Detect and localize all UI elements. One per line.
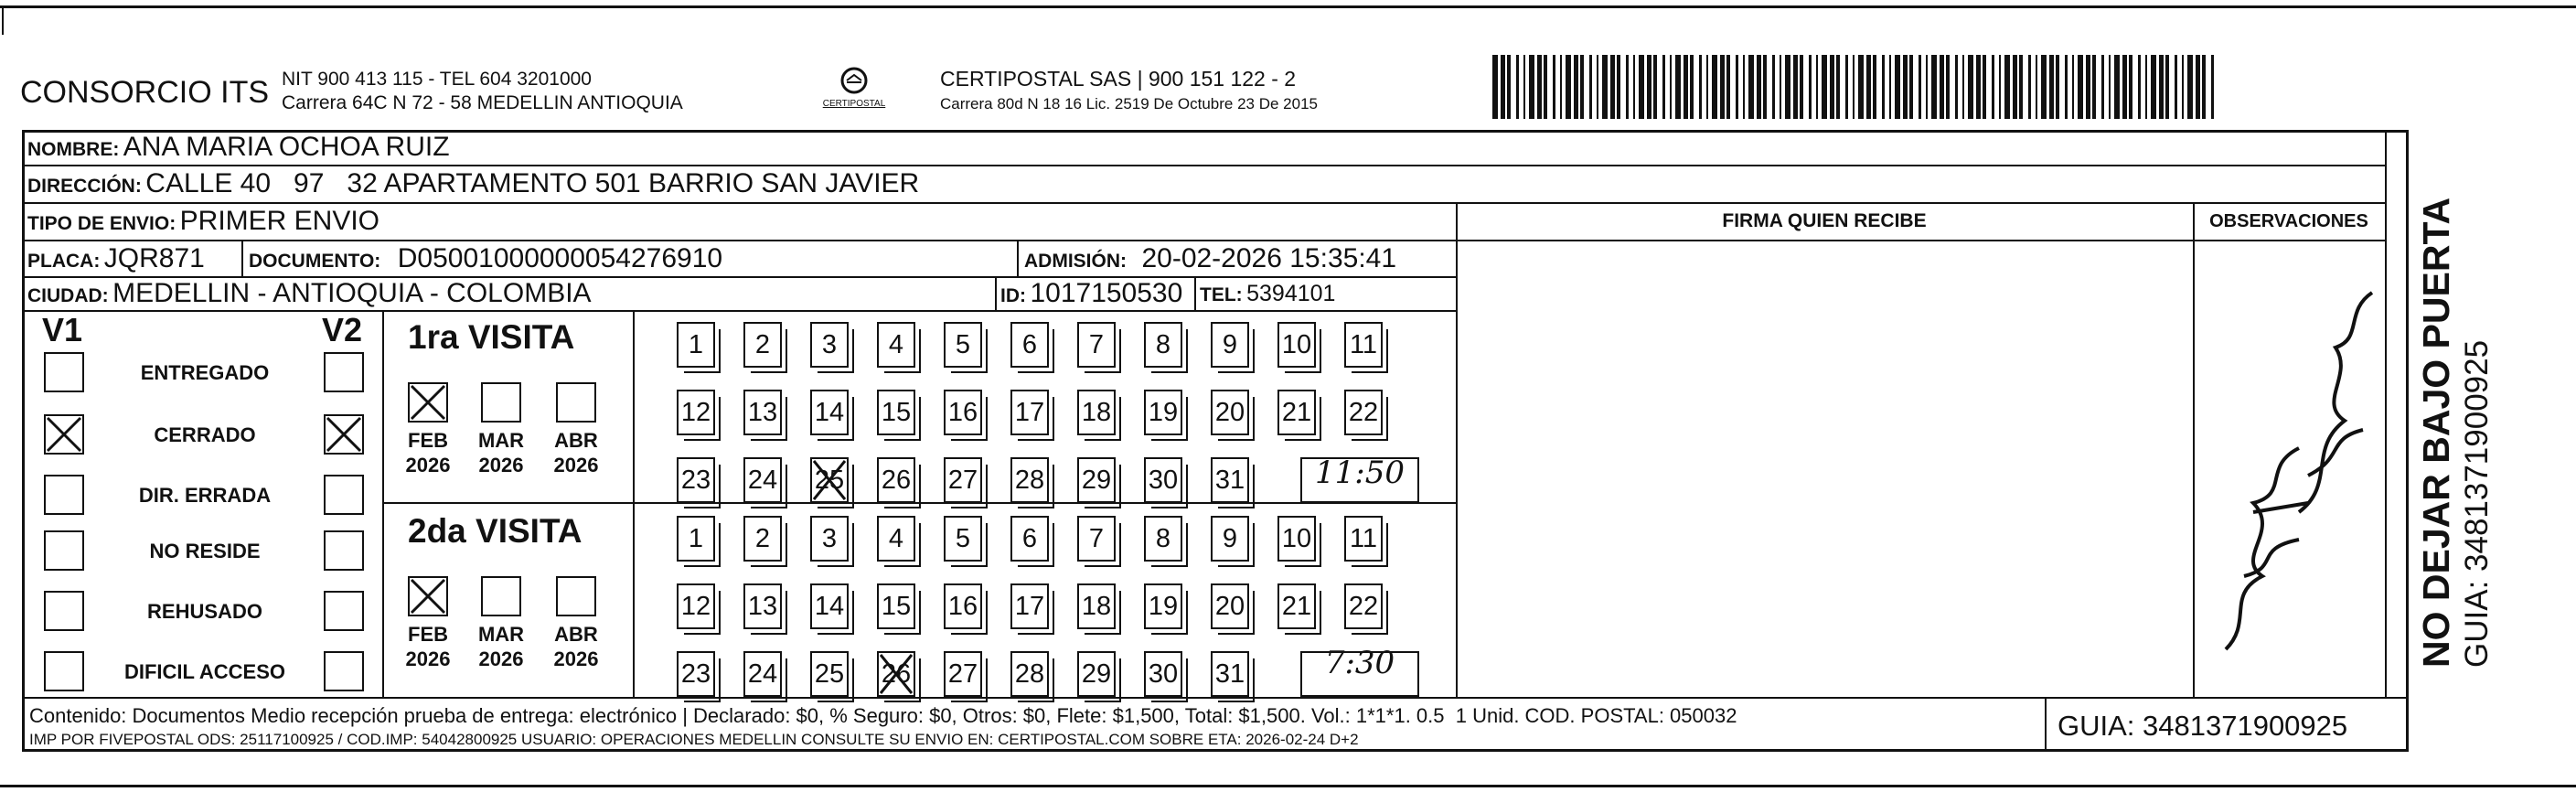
- barcode-bar: [2202, 55, 2206, 119]
- day-box[interactable]: 7: [1077, 516, 1116, 562]
- line: [2045, 697, 2047, 752]
- day-box[interactable]: 30: [1144, 457, 1182, 503]
- barcode-bar: [1516, 55, 1519, 119]
- barcode-bar: [2049, 55, 2054, 119]
- barcode-bar: [2165, 55, 2169, 119]
- day-box[interactable]: 8: [1144, 322, 1182, 368]
- barcode-bar: [1662, 55, 1665, 119]
- day-box[interactable]: 6: [1010, 322, 1049, 368]
- barcode-bar: [1830, 55, 1834, 119]
- barcode-bar: [1501, 55, 1505, 119]
- barcode-bar: [1675, 55, 1681, 119]
- day-box[interactable]: 19: [1144, 583, 1182, 629]
- barcode-bar: [1712, 55, 1717, 119]
- day-box[interactable]: 15: [877, 583, 915, 629]
- line: [1194, 276, 1196, 310]
- month-year: 2026: [405, 454, 451, 476]
- barcode-bar: [1560, 55, 1562, 119]
- barcode-bar: [2151, 55, 2156, 119]
- barcode-bar: [2145, 55, 2147, 119]
- barcode-bar: [1940, 55, 1944, 119]
- barcode-bar: [1529, 55, 1534, 119]
- barcode-bar: [1736, 55, 1738, 119]
- barcode-bar: [1793, 55, 1798, 119]
- reason-label: DIR. ERRADA: [138, 484, 272, 507]
- barcode-bar: [1845, 55, 1848, 119]
- admission-label: ADMISIÓN:: [1024, 251, 1127, 272]
- barcode-bar: [2092, 55, 2096, 119]
- line: [1017, 240, 1019, 276]
- month-label: [547, 622, 605, 671]
- day-box[interactable]: 19: [1144, 390, 1182, 435]
- barcode-bar: [1809, 55, 1812, 119]
- footer-guia: GUIA: 3481371900925: [2058, 710, 2348, 742]
- barcode-bar: [1882, 55, 1885, 119]
- day-box[interactable]: 14: [810, 390, 849, 435]
- barcode-bar: [1926, 55, 1928, 119]
- barcode-bar: [1748, 55, 1754, 119]
- day-cross-mark: [810, 457, 849, 503]
- side-guia: GUIA: 3481371900925: [2459, 339, 2495, 668]
- day-box[interactable]: 9: [1211, 322, 1249, 368]
- month-year: 2026: [553, 454, 599, 476]
- day-box[interactable]: 28: [1010, 651, 1049, 697]
- sign-header: FIRMA QUIEN RECIBE: [1722, 210, 1927, 231]
- city-row: [27, 277, 592, 310]
- visit1-hour: 11:50: [1315, 455, 1405, 491]
- day-box[interactable]: 21: [1277, 390, 1316, 435]
- day-box[interactable]: 4: [877, 322, 915, 368]
- barcode-bar: [2175, 55, 2177, 119]
- day-box[interactable]: 10: [1277, 322, 1316, 368]
- day-box[interactable]: 11: [1344, 322, 1383, 368]
- carrier-line-1: CERTIPOSTAL SAS | 900 151 122 - 2: [940, 67, 1297, 91]
- day-box[interactable]: 17: [1010, 390, 1049, 435]
- day-box[interactable]: 26: [877, 651, 915, 697]
- day-box[interactable]: 16: [944, 583, 982, 629]
- tel-label: TEL:: [1200, 284, 1243, 305]
- day-box[interactable]: 11: [1344, 516, 1383, 562]
- day-box[interactable]: 16: [944, 390, 982, 435]
- day-box[interactable]: 20: [1211, 583, 1249, 629]
- line: [2385, 130, 2387, 697]
- barcode-bar: [1999, 55, 2001, 119]
- side-no-dejar: NO DEJAR BAJO PUERTA: [2415, 197, 2457, 668]
- day-box[interactable]: 2: [743, 322, 782, 368]
- reason-label: REHUSADO: [147, 600, 262, 623]
- address-value: CALLE 40 97 32 APARTAMENTO 501 BARRIO SAN JAVIER: [145, 168, 920, 198]
- barcode-bar: [2004, 55, 2010, 119]
- day-box[interactable]: 15: [877, 390, 915, 435]
- company-line-1: NIT 900 413 115 - TEL 604 3201000: [282, 69, 592, 90]
- barcode-bar: [1743, 55, 1745, 119]
- barcode-bar: [2187, 55, 2193, 119]
- day-box[interactable]: 29: [1077, 651, 1116, 697]
- company-line-2: Carrera 64C N 72 - 58 MEDELLIN ANTIOQUIA: [282, 92, 683, 113]
- carrier-line-2: Carrera 80d N 18 16 Lic. 2519 De Octubre 23 De 2015: [940, 95, 1318, 112]
- reason-label: CERRADO: [154, 423, 256, 446]
- bottom-rule: [0, 785, 2576, 787]
- v2-label: V2: [322, 311, 363, 348]
- barcode-bar: [2159, 55, 2164, 119]
- barcode-bar: [1610, 55, 1615, 119]
- address-row: [27, 166, 919, 202]
- type-label: TIPO DE ENVIO:: [27, 213, 176, 234]
- barcode-bar: [2056, 55, 2059, 119]
- month-label: [399, 622, 457, 671]
- document-label: DOCUMENTO:: [249, 251, 381, 272]
- line: [22, 697, 2409, 699]
- document-row: [249, 241, 722, 276]
- day-box[interactable]: 2: [743, 516, 782, 562]
- barcode-bar: [1955, 55, 1958, 119]
- barcode-bar: [2086, 55, 2090, 119]
- footer-line-1: Contenido: Documentos Medio recepción prueba de entrega: electrónico | Declarado: $0, % Seguro: $0, Otros: $0, Flete: $1,500, Total: $1,500. Vol.: 1*1*1. 0.5 1 Unid. COD. POSTAL: 050032: [29, 704, 1737, 727]
- city-value: MEDELLIN - ANTIOQUIA - COLOMBIA: [112, 278, 592, 308]
- barcode-bar: [2138, 55, 2141, 119]
- day-box[interactable]: 31: [1211, 651, 1249, 697]
- observations-header: OBSERVACIONES: [2209, 211, 2368, 231]
- v1-label: V1: [42, 311, 83, 348]
- day-box[interactable]: 23: [677, 651, 715, 697]
- plate-value: JQR871: [103, 243, 205, 273]
- day-box[interactable]: 17: [1010, 583, 1049, 629]
- day-box[interactable]: 27: [944, 457, 982, 503]
- day-box[interactable]: 25: [810, 457, 849, 503]
- day-cross-mark: [877, 651, 915, 697]
- reason-label: ENTREGADO: [140, 361, 270, 384]
- barcode-bar: [2013, 55, 2017, 119]
- barcode-bar: [2211, 55, 2214, 119]
- barcode-bar: [1507, 55, 1511, 119]
- barcode-bar: [1866, 55, 1871, 119]
- day-box[interactable]: 5: [944, 516, 982, 562]
- barcode-bar: [2078, 55, 2083, 119]
- barcode-bar: [1602, 55, 1608, 119]
- barcode-bar: [1816, 55, 1818, 119]
- side-text-block: [2414, 155, 2560, 668]
- document-value: D05001000000054276910: [397, 243, 723, 273]
- barcode-bar: [1780, 55, 1781, 119]
- barcode-bar: [1492, 55, 1498, 119]
- reason-label: DIFICIL ACCESO: [123, 660, 285, 683]
- visit1-title: 1ra VISITA: [408, 318, 575, 356]
- day-box[interactable]: 3: [810, 516, 849, 562]
- month-name: ABR: [554, 429, 598, 452]
- barcode-bar: [1720, 55, 1725, 119]
- visit2-hour: 7:30: [1324, 645, 1395, 681]
- month-label: [472, 622, 530, 671]
- month-label: [399, 428, 457, 477]
- barcode-bar: [1858, 55, 1864, 119]
- barcode-bar: [1919, 55, 1921, 119]
- barcode-bar: [2041, 55, 2047, 119]
- admission-value: 20-02-2026 15:35:41: [1141, 243, 1397, 273]
- day-box[interactable]: 4: [877, 516, 915, 562]
- month-label: [547, 428, 605, 477]
- day-box[interactable]: 26: [877, 457, 915, 503]
- day-box[interactable]: 9: [1211, 516, 1249, 562]
- day-box[interactable]: 24: [743, 651, 782, 697]
- left-tick: [2, 7, 4, 35]
- month-name: MAR: [477, 623, 525, 646]
- day-box[interactable]: 29: [1077, 457, 1116, 503]
- day-box[interactable]: 18: [1077, 583, 1116, 629]
- day-box[interactable]: 1: [677, 322, 715, 368]
- barcode-bar: [1873, 55, 1876, 119]
- day-box[interactable]: 6: [1010, 516, 1049, 562]
- barcode-bar: [1580, 55, 1584, 119]
- reason-label: NO RESIDE: [149, 540, 261, 562]
- barcode-bar: [1639, 55, 1644, 119]
- barcode-bar: [2182, 55, 2184, 119]
- id-row: [1000, 277, 1182, 310]
- day-box[interactable]: 12: [677, 583, 715, 629]
- line: [1456, 240, 2385, 241]
- barcode-bar: [1589, 55, 1592, 119]
- day-box[interactable]: 25: [810, 651, 849, 697]
- month-checkbox[interactable]: [556, 382, 596, 423]
- day-box[interactable]: 14: [810, 583, 849, 629]
- barcode-bar: [1626, 55, 1629, 119]
- day-box[interactable]: 10: [1277, 516, 1316, 562]
- month-checkbox[interactable]: [556, 576, 596, 616]
- barcode-bar: [1706, 55, 1708, 119]
- line: [995, 276, 997, 310]
- barcode-bar: [1726, 55, 1730, 119]
- day-box[interactable]: 1: [677, 516, 715, 562]
- barcode-bar: [1597, 55, 1598, 119]
- barcode-bar: [1903, 55, 1908, 119]
- barcode-bar: [2028, 55, 2031, 119]
- admission-row: [1024, 241, 1396, 276]
- name-label: NOMBRE:: [27, 139, 120, 160]
- footer-line-2: IMP POR FIVEPOSTAL ODS: 25117100925 / COD.IMP: 54042800925 USUARIO: OPERACIONES MEDELLIN CONSULTE SU ENVIO EN: CERTIPOSTAL.COM SOBRE ETA: 2026-02-24 D+2: [29, 731, 1359, 748]
- barcode-bar: [1800, 55, 1803, 119]
- month-label: [472, 428, 530, 477]
- barcode-bar: [1553, 55, 1555, 119]
- month-name: FEB: [408, 429, 448, 452]
- barcode-bar: [1617, 55, 1620, 119]
- barcode-bar: [1757, 55, 1761, 119]
- day-box[interactable]: 23: [677, 457, 715, 503]
- barcode-bar: [1699, 55, 1702, 119]
- certipostal-logo: [812, 64, 896, 115]
- barcode-bar: [2196, 55, 2200, 119]
- day-box[interactable]: 5: [944, 322, 982, 368]
- barcode-bar: [1670, 55, 1672, 119]
- address-label: DIRECCIÓN:: [27, 176, 142, 197]
- logo-text: CERTIPOSTAL: [822, 99, 886, 109]
- month-year: 2026: [478, 454, 524, 476]
- month-name: ABR: [554, 623, 598, 646]
- barcode-bar: [1962, 55, 1964, 119]
- type-row: [27, 203, 379, 240]
- barcode-bar: [1983, 55, 1986, 119]
- day-box[interactable]: 20: [1211, 390, 1249, 435]
- barcode-bar: [1574, 55, 1578, 119]
- day-box[interactable]: 24: [743, 457, 782, 503]
- month-checkbox[interactable]: [408, 576, 448, 616]
- plate-row: [27, 241, 205, 276]
- company-name: CONSORCIO ITS: [20, 75, 270, 110]
- line: [241, 240, 243, 276]
- barcode-bar: [2072, 55, 2074, 119]
- day-box[interactable]: 7: [1077, 322, 1116, 368]
- barcode-bar: [1931, 55, 1937, 119]
- barcode-bar: [1772, 55, 1775, 119]
- month-checkbox[interactable]: [481, 576, 521, 616]
- barcode-bar: [1853, 55, 1855, 119]
- barcode-bar: [1895, 55, 1900, 119]
- day-box[interactable]: 22: [1344, 583, 1383, 629]
- type-value: PRIMER ENVIO: [179, 206, 380, 236]
- line: [2193, 202, 2195, 697]
- barcode-bar: [2114, 55, 2120, 119]
- barcode-bar: [2101, 55, 2104, 119]
- barcode-bar: [2129, 55, 2132, 119]
- barcode-bar: [1647, 55, 1651, 119]
- barcode-bar: [1633, 55, 1635, 119]
- month-year: 2026: [478, 648, 524, 670]
- day-box[interactable]: 8: [1144, 516, 1182, 562]
- month-name: MAR: [477, 429, 525, 452]
- barcode-bar: [1992, 55, 1994, 119]
- day-box[interactable]: 27: [944, 651, 982, 697]
- barcode-bar: [1909, 55, 1913, 119]
- month-year: 2026: [405, 648, 451, 670]
- barcode-bar: [1822, 55, 1827, 119]
- day-box[interactable]: 21: [1277, 583, 1316, 629]
- barcode-bar: [1537, 55, 1542, 119]
- barcode-bar: [1566, 55, 1571, 119]
- day-box[interactable]: 18: [1077, 390, 1116, 435]
- barcode-bar: [1523, 55, 1525, 119]
- barcode-bar: [1836, 55, 1840, 119]
- barcode-bar: [1968, 55, 1973, 119]
- barcode-bar: [2036, 55, 2037, 119]
- month-name: FEB: [408, 623, 448, 646]
- day-box[interactable]: 30: [1144, 651, 1182, 697]
- month-year: 2026: [553, 648, 599, 670]
- day-box[interactable]: 28: [1010, 457, 1049, 503]
- barcode-bar: [1690, 55, 1694, 119]
- name-row: [27, 130, 450, 165]
- barcode-bar: [1763, 55, 1767, 119]
- barcode-bar: [2122, 55, 2127, 119]
- barcode-bar: [2065, 55, 2068, 119]
- barcode-bar: [2109, 55, 2111, 119]
- signature: [2198, 274, 2381, 668]
- barcode-bar: [1946, 55, 1950, 119]
- barcode-bar: [1544, 55, 1547, 119]
- city-label: CIUDAD:: [27, 285, 109, 306]
- barcode: [1492, 55, 2220, 119]
- barcode-bar: [1889, 55, 1891, 119]
- line: [22, 310, 1456, 312]
- day-box[interactable]: 12: [677, 390, 715, 435]
- top-rule: [0, 5, 2576, 8]
- barcode-bar: [2019, 55, 2023, 119]
- id-label: ID:: [1000, 285, 1026, 306]
- barcode-bar: [1785, 55, 1790, 119]
- day-box[interactable]: 31: [1211, 457, 1249, 503]
- id-value: 1017150530: [1030, 278, 1183, 308]
- tel-value: 5394101: [1246, 281, 1336, 306]
- day-box[interactable]: 13: [743, 583, 782, 629]
- barcode-bar: [1976, 55, 1981, 119]
- day-box[interactable]: 22: [1344, 390, 1383, 435]
- day-box[interactable]: 3: [810, 322, 849, 368]
- name-value: ANA MARIA OCHOA RUIZ: [123, 132, 450, 162]
- tel-row: [1200, 277, 1335, 310]
- month-checkbox[interactable]: [481, 382, 521, 423]
- month-checkbox[interactable]: [408, 382, 448, 423]
- barcode-bar: [1683, 55, 1688, 119]
- line: [1456, 202, 1458, 697]
- barcode-bar: [1653, 55, 1657, 119]
- day-box[interactable]: 13: [743, 390, 782, 435]
- plate-label: PLACA:: [27, 251, 101, 272]
- visit2-title: 2da VISITA: [408, 512, 583, 550]
